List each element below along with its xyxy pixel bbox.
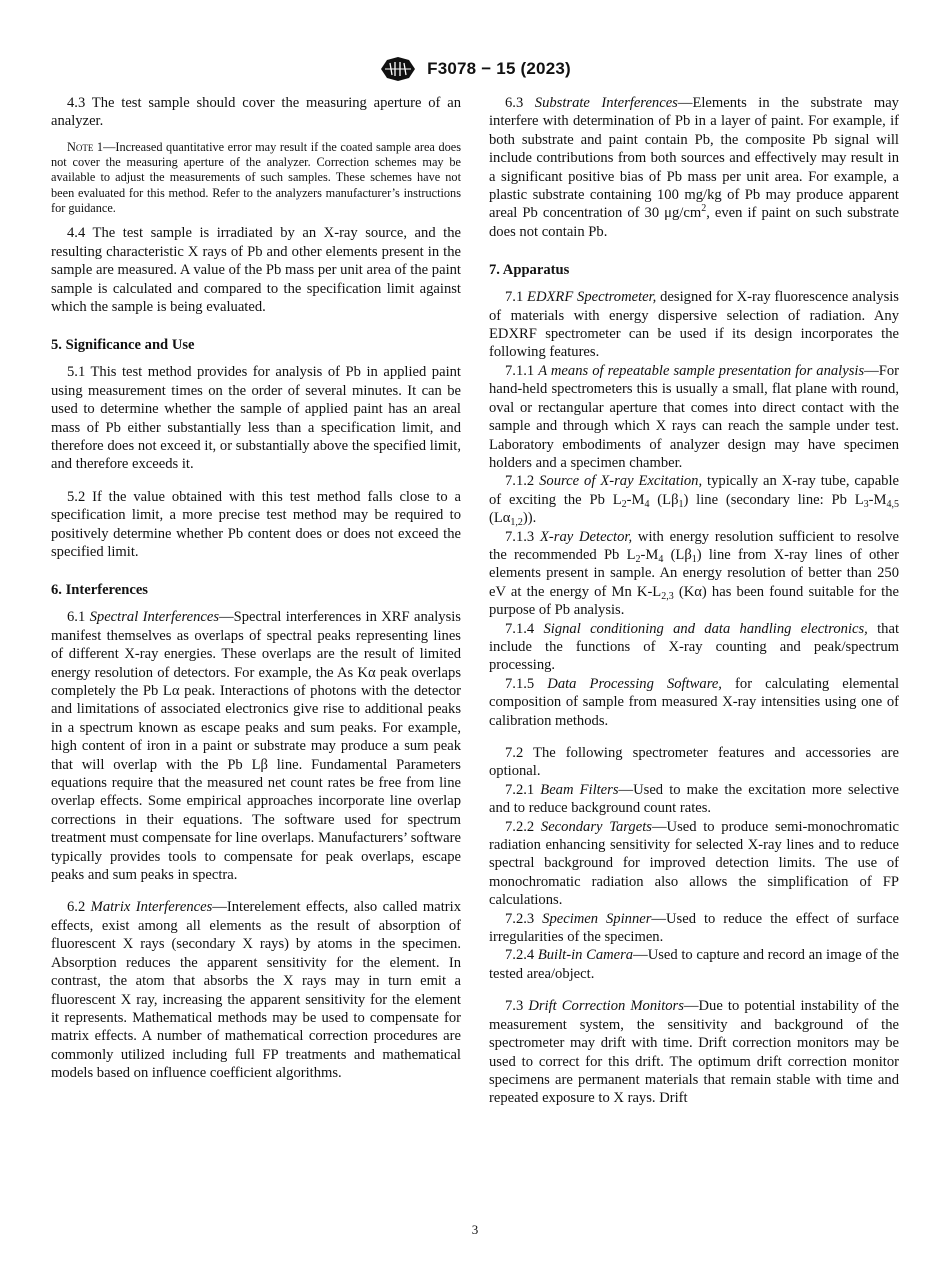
section-text: —Used to produce semi-monochromatic radiation enhancing sensitivity for selected X-ray lines and to reduce spectral background for improved detection limits. The use of monochromatic radiation also allows the simplification of FP calculations. [489,818,900,909]
section-number: 7.2.1 [505,781,535,798]
heading-section-6: 6. Interferences [51,582,148,599]
section-text: —For hand-held spectrometers this is usually a small, flat plane with round, oval or rectangular aperture that comes into direct contact with the sample and through which X rays can reach the sample under test. Laboratory embodiments of analyzer design may have specimen holders and a specimen chamber. [489,362,900,471]
section-text: )). [522,510,537,527]
section-number: 7.2.4 [505,947,535,964]
section-title: Spectral Interferences [89,609,220,626]
section-text: (Lβ [649,491,679,508]
heading-section-7: 7. Apparatus [489,262,570,279]
section-number: 6.2 [67,899,86,916]
section-number: 6.1 [67,609,86,626]
document-designation: F3078 − 15 (2023) [427,59,571,78]
section-text: —Used to reduce the effect of surface irregularities of the specimen. [489,910,899,946]
section-number: 7.1.4 [505,620,535,637]
subscript: 1 [691,553,697,565]
section-number: 7.2.3 [505,910,535,927]
subscript: 2 [621,498,627,510]
section-7-1 [489,288,899,362]
heading-section-5: 5. Significance and Use [51,337,195,354]
section-text: ) line from X-ray lines of other elements present in sample. An energy resolution of better than 250 eV at the energy of Mn K-L [489,546,899,600]
section-text: —Due to potential instability of the measurement system, the sensitivity and background of the spectrometer may drift with time. Drift correction monitors may be used to correct for this drift. The optimum drift correction monitor specimens are permanent materials that remain stable with time and repeated exposure to X rays. Drift [489,998,900,1107]
section-number: 7.1.3 [505,528,535,545]
right-column [489,94,899,1108]
section-text: that include the functions of X-ray counting and peak/spectrum processing. [489,620,899,674]
section-number: 7.1.5 [505,675,535,692]
section-text: —Used to make the excitation more selective and to reduce background count rates. [489,781,899,817]
subscript: 4 [644,498,650,510]
note-text: —Increased quantitative error may result if the coated sample area does not cover the measuring aperture of the analyzer. Correction schemes may be available to adjust the measurements of such samples. These schemes have not been evaluated for this method. Refer to the analyzers manufacturer’s instructions for guidance. [51,139,461,215]
section-text: designed for X-ray fluorescence analysis of materials with energy dispersive selection of radiation. Any EDXRF spectrometer can be used if its design incorporates the following features. [489,289,899,361]
section-text: ) line (secondary line: Pb L [683,491,864,508]
note-label: Note 1 [67,139,104,154]
section-7-1-3 [489,528,899,620]
subscript: 4,5 [886,498,899,510]
section-text: -M [626,491,645,508]
page-number: 3 [471,1222,479,1237]
section-text: with energy resolution sufficient to resolve the recommended Pb L [489,528,899,563]
section-4-3: 4.3 The test sample should cover the measuring aperture of an analyzer. [51,95,461,130]
section-title: Data Processing Software, [547,675,722,692]
section-text: typically an X-ray tube, capable of exciting the Pb L [489,473,899,508]
section-title: A means of repeatable sample presentation for analysis [538,362,865,379]
section-7-1-1 [489,362,899,472]
section-title: Signal conditioning and data handling electronics, [543,620,868,637]
section-title: Matrix Interferences [90,899,213,916]
section-7-2-1 [489,781,899,818]
section-number: 7.1.1 [505,362,535,379]
section-7-2: 7.2 The following spectrometer features and accessories are optional. [489,745,899,780]
section-7-2-4 [489,946,899,983]
section-text: , even if paint on such substrate does not contain Pb. [489,205,899,240]
section-6-1 [51,608,461,884]
section-title: Drift Correction Monitors [528,998,684,1015]
section-title: Substrate Interferences [534,95,678,111]
subscript: 4 [658,553,664,565]
section-text: -M [868,491,887,508]
section-number: 7.2.2 [505,818,535,835]
section-7-2-2 [489,818,899,910]
superscript: 2 [701,203,707,215]
section-6-3 [489,94,899,241]
section-7-1-2 [489,472,899,527]
section-4-4: 4.4 The test sample is irradiated by an X-ray source, and the resulting characteristic X rays of Pb and other elements present in the sample are measured. A value of the Pb mass per unit area of the paint sample is calculated and compared to the specification limit against which the sample is being evaluated. [51,225,461,315]
section-title: X-ray Detector, [539,528,633,545]
section-title: Specimen Spinner [542,910,652,927]
section-text: for calculating elemental composition of sample from measured X-ray intensities using one of calibration methods. [489,675,899,729]
subscript: 1,2 [510,517,523,529]
page-header [0,56,950,84]
section-6-2 [51,898,461,1082]
section-7-3 [489,997,899,1107]
section-number: 7.3 [505,998,524,1015]
section-title: Built-in Camera [537,947,634,964]
section-number: 7.1.2 [505,473,535,490]
section-5-2: 5.2 If the value obtained with this test method falls close to a specification limit, a more precise test method may be required to positively determine whether Pb content does or does not exceed the specified limit. [51,488,461,560]
section-title: Source of X-ray Excitation, [539,473,703,490]
section-number: 7.1 [505,289,524,306]
section-title: EDXRF Spectrometer, [527,289,657,306]
section-title: Secondary Targets [540,818,652,835]
section-text: (Kα) has been found suitable for the purpose of Pb analysis. [489,583,899,619]
section-7-2-3 [489,910,899,947]
section-text: —Elements in the substrate may interfere with determination of Pb in a layer of paint. For example, if both substrate and paint contain Pb, the composite Pb signal will include contributions from both sources and effectively may result in a significant positive bias of Pb mass per unit area. For example, a plastic substrate containing 100 mg/kg of Pb may produce apparent areal Pb concentration of 30 μg/cm [489,95,899,222]
section-text: -M [640,546,659,563]
note-1 [51,140,461,216]
section-7-1-4 [489,620,899,675]
section-text: (Lα [489,510,511,527]
section-title: Beam Filters [540,781,619,798]
astm-logo-icon [379,56,417,82]
section-number: 6.3 [505,95,524,111]
left-column [51,94,461,1083]
subscript: 2,3 [661,590,674,602]
section-text: —Interelement effects, also called matrix effects, exist among all elements as the result of absorption of fluorescent X rays (secondary X rays) by atoms in the specimen. Absorption reduces the apparent sensitivity for the element. In contrast, the atom that absorbs the X rays may in turn emit a fluorescent X ray, increasing the apparent sensitivity for the element it represents. Mathematical methods may be used to compensate for matrix effects. A number of mathematical correction procedures are commonly utilized including full FP treatments and mathematical models based on influence coefficient algorithms. [51,899,461,1082]
section-7-1-5 [489,675,899,730]
section-5-1: 5.1 This test method provides for analysis of Pb in applied paint using measurement times on the order of several minutes. It can be used to determine whether the sample of applied paint has an areal mass of Pb either substantially less than a specification limit, and therefore does not exceed it, or substantially above the specified limit, and therefore exceeds it. [51,364,461,473]
section-text: —Spectral interferences in XRF analysis manifest themselves as overlaps of spectral peaks representing lines of different X-ray energies. These overlaps are the result of limited energy resolution of detectors. For example, the As Kα peak overlaps completely the Pb Lα peak. Interactions of photons with the detector and limitations of associated electronics give rise to additional peaks in a spectrum known as escape peaks and sum peaks. For example, high content of iron in a paint or substrate may produce a sum peak that will overlap with the Pb Lβ line. Fundamental Parameters equations require that the measured net count rates be free from line overlap effects. Some empirical approaches incorporate line overlap corrections in their equations. The software used for spectrum treatment must compensate for line overlaps. Manufacturers’ software typically provides tools to compensate for peak overlaps, escape peaks and sum peaks in spectra. [51,609,461,884]
subscript: 1 [678,498,684,510]
section-text: —Used to capture and record an image of the tested area/object. [489,947,899,982]
section-text: (Lβ [663,546,692,563]
subscript: 3 [863,498,869,510]
subscript: 2 [635,553,641,565]
